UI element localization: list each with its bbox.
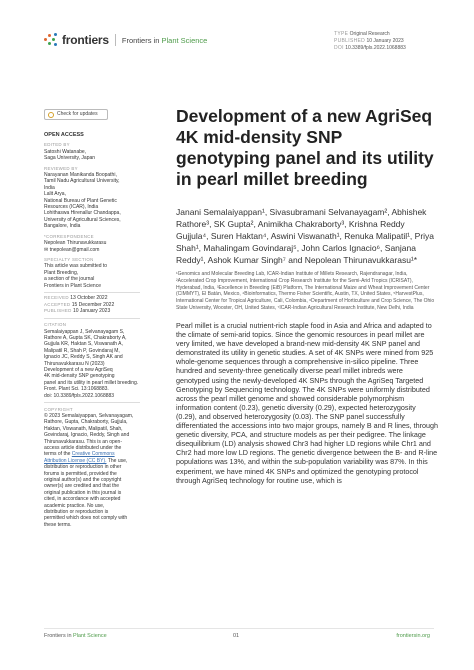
correspondence-email[interactable]: ✉ tnepolean@gmail.com	[44, 246, 100, 253]
frontiers-logo[interactable]	[44, 33, 207, 47]
page-header	[0, 0, 474, 72]
citation-doi[interactable]: doi: 10.3389/fpls.2022.1068883	[44, 392, 115, 399]
footer-site-link[interactable]: frontiersin.org	[396, 633, 430, 639]
copyright-text: © 2023 Semalaiyappan, Selvanayagam, Rathore, Gupta, Chakraborty, Gujjula, Haktan, Viswanath, Malipatil, Shah, Govindaraj, Ignacio, Reddy, Singh and Thirunavukkarasu. This is an open- access article distributed under the terms of the Creative Commons Attribution License (CC BY). The use, distribution or reproduction in other forums is permitted, provided the original author(s) and the copyright owner(s) are credited and that the original publication in this journal is cited, in accordance with accepted academic practice. No use, distribution or reproduction is permitted which does not comply with these terms.	[44, 412, 134, 528]
doi-link[interactable]: 10.3389/fpls.2022.1068883	[345, 45, 406, 51]
brand-name: frontiers	[62, 33, 109, 47]
article-meta: TYPE Original Research PUBLISHED 10 January 2023 DOI 10.3389/fpls.2022.1068883	[334, 31, 406, 51]
page-number: 01	[233, 633, 240, 639]
frontiers-logo-icon	[44, 33, 58, 47]
abstract-text: Pearl millet is a crucial nutrient-rich staple food in Asia and Africa and adapted to the climate of semi-arid topics. Since the genomic resources in pearl millet are very limited, we have developed a brand-new mid-density 4K SNP panel and demonstrated its utility in genetic studies. A set of 4K SNPs were mined from 925 whole-genome sequences through a comprehensive in-silico pipeline. Three hundred and seventy-three genetically diverse pearl millet inbreds were genotyped using the newly-developed 4K SNPs through the AgriSeq Targeted Genotyping by Sequencing technology. The 4K SNPs were uniformly distributed across the pearl millet genome and showed considerable polymorphism information content (0.23), genetic diversity (0.29), expected heterozygosity (0.29), and observed heterozygosity (0.03). The SNP panel successfully differentiated the accessions into two major groups, namely B and R lines, through genetic diversity, PCA, and structure models as per their pedigree. The linkage disequilibrium (LD) analysis showed Chr3 had higher LD regions while Chr1 and Chr2 had more low LD regions. The genetic divergence between the B- and R-line populations was 13%, and within the sub-population variability was 87%. In this experiment, we have mined 4K SNPs and optimized the genotyping protocol through AgriSeq technology for routine use, which is	[176, 321, 438, 485]
copyright-label: COPYRIGHT	[44, 406, 73, 412]
article-title: Development of a new AgriSeq 4K mid-density SNP genotyping panel and its utility in pearl millet breeding	[176, 106, 434, 189]
open-access-label: OPEN ACCESS	[44, 132, 84, 138]
reviewed-by-label: REVIEWED BY	[44, 165, 78, 171]
specialty-label: SPECIALTY SECTION	[44, 256, 94, 262]
citation-label: CITATION	[44, 322, 67, 328]
cc-by-license-link[interactable]: Creative Commons Attribution License (CC BY).	[44, 451, 115, 464]
citation-text: Semalaiyappan J, Selvanayagam S, Rathore A, Gupta SK, Chakraborty A, Gujjula KR, Haktan S, Viswanath A, Malipatil R, Shah P, Govindaraj M, Ignacio JC, Reddy S, Singh AK and Thirunavukkarasu N (2023) Development of a new AgriSeq 4K mid-density SNP genotyping panel and its utility in pearl millet breeding.	[44, 328, 139, 386]
logo-divider	[115, 34, 116, 46]
edited-by-label: EDITED BY	[44, 142, 70, 148]
footer-divider	[44, 628, 434, 629]
sidebar-divider	[44, 318, 140, 319]
footer-journal: Frontiers in Plant Science	[44, 633, 107, 639]
citation-journal: Front. Plant Sci. 13:1068883.	[44, 386, 109, 393]
correspondence-label: *CORRESPONDENCE	[44, 233, 94, 239]
sidebar-divider	[44, 292, 140, 293]
affiliations: ¹Genomics and Molecular Breeding Lab, ICAR-Indian Institute of Millets Research, Rajendranagar, India, ²Accelerated Crop Improvement, International Crop Research Institute for the Semi-Arid Tropics (ICRISAT), Hyderabad, India, ³Excellence in Breeding (EiB) Platform, The International Maize and Wheat Improvement Center (CIMMYT), El Batán, Mexico, ⁴Bioinformatics, Thermo Fisher Scientific, Austin, TX, United States, ⁵HarvestPlus, International Center for Tropical Agriculture, Cali, Colombia, ⁶Department of Horticulture and Crop Science, The Ohio State University, Wooster, OH, United States, ⁷ICAR-Indian Agricultural Research Institute, New Delhi, India	[176, 271, 435, 311]
specialty-section: This article was submitted to Plant Breeding, a section of the journal Frontiers in Plant Science	[44, 263, 108, 289]
check-updates-icon	[48, 112, 54, 118]
sidebar-divider	[44, 402, 140, 403]
journal-name: Frontiers in Plant Science	[121, 35, 208, 45]
edited-by: Satoshi Watanabe, Saga University, Japan	[44, 148, 96, 162]
reviewed-by: Narayanan Manikanda Boopathi, Tamil Nadu Agricultural University, India Lalit Arya, National Bureau of Plant Genetic Resources (ICAR), India Lohithaswa Hirenallur Chandappa, University of Agricultural Sciences, Bangalore, India	[44, 172, 121, 230]
article-dates: RECEIVED 13 October 2022 ACCEPTED 15 December 2022 PUBLISHED 10 January 2023	[44, 295, 115, 315]
check-updates-button[interactable]: Check for updates	[44, 109, 108, 120]
correspondence-name: Nepolean Thirunavukkarasu	[44, 240, 107, 247]
author-list: Janani Semalaiyappan¹, Sivasubramani Selvanayagam², Abhishek Rathore³, SK Gupta², Animikha Chakraborty³, Krishna Reddy Gujjula⁴, Suren Haktan⁴, Aswini Viswanath¹, Renuka Malipatil¹, Priya Shah¹, Mahalingam Govindaraj⁵, John Carlos Ignacio⁶, Sanjana Reddy¹, Ashok Kumar Singh⁷ and Nepolean Thirunavukkarasu¹*	[176, 207, 435, 265]
article-header	[176, 106, 436, 312]
article-sidebar	[44, 109, 140, 528]
